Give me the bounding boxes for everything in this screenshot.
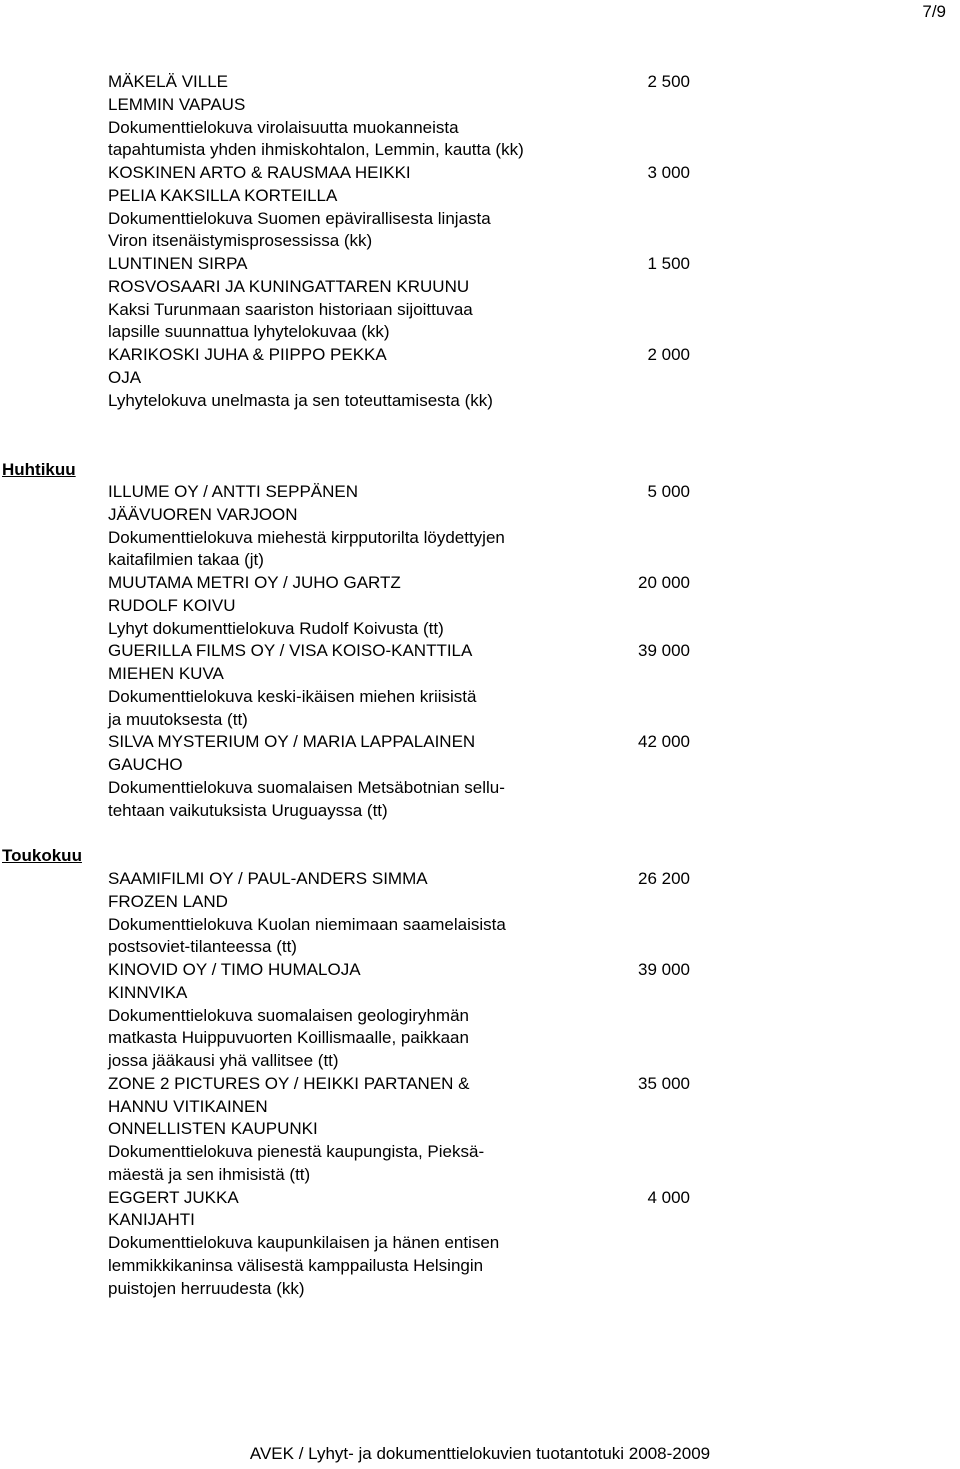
film-description-line: Dokumenttielokuva Kuolan niemimaan saamelaisista — [108, 914, 506, 934]
grant-entry — [108, 640, 708, 731]
grant-entry — [108, 731, 708, 822]
grant-amount: 42 000 — [638, 732, 690, 752]
applicant-name: MUUTAMA METRI OY / JUHO GARTZ — [108, 573, 401, 592]
applicant-name: KARIKOSKI JUHA & PIIPPO PEKKA — [108, 345, 387, 364]
film-description-line: Dokumenttielokuva kaupunkilaisen ja hänen entisen — [108, 1233, 500, 1252]
grant-amount: 35 000 — [638, 1073, 690, 1093]
grant-entry — [108, 344, 708, 412]
film-description-line: Dokumenttielokuva pienestä kaupungista, Pieksä- — [108, 1142, 485, 1161]
film-description-line: Lyhyt dokumenttielokuva Rudolf Koivusta (tt) — [108, 618, 444, 638]
film-title: ROSVOSAARI JA KUNINGATTAREN KRUUNU — [108, 276, 470, 296]
grant-amount: 5 000 — [647, 482, 690, 501]
film-title: MIEHEN KUVA — [108, 664, 224, 683]
entry-header-line — [108, 344, 708, 367]
grant-amount: 3 000 — [647, 163, 690, 182]
film-description-line: Viron itsenäistymisprosessissa (kk) — [108, 231, 373, 251]
applicant-name: LUNTINEN SIRPA — [108, 254, 248, 273]
film-title: JÄÄVUOREN VARJOON — [108, 504, 298, 524]
section-block-2 — [108, 481, 708, 822]
applicant-name: ILLUME OY / ANTTI SEPPÄNEN — [108, 482, 359, 501]
film-description-line: mäestä ja sen ihmisistä (tt) — [108, 1164, 311, 1184]
entry-header-line — [108, 731, 708, 754]
film-description-line: Kaksi Turunmaan saariston historiaan sijoittuvaa — [108, 299, 473, 319]
film-description-line: matkasta Huippuvuorten Koillismaalle, paikkaan — [108, 1028, 469, 1048]
grant-amount: 39 000 — [638, 641, 690, 661]
film-description-line: Lyhytelokuva unelmasta ja sen toteuttamisesta (kk) — [108, 390, 493, 410]
film-description-line: lapsille suunnattua lyhytelokuvaa (kk) — [108, 322, 390, 342]
month-heading-huhtikuu: Huhtikuu — [2, 460, 76, 479]
film-description-line: Dokumenttielokuva keski-ikäisen miehen kriisistä — [108, 686, 477, 706]
film-description-line: kaitafilmien takaa (jt) — [108, 550, 264, 570]
entry-header-line — [108, 253, 708, 276]
film-description-line: Dokumenttielokuva miehestä kirpputorilta löydettyjen — [108, 527, 505, 547]
film-description-line: Dokumenttielokuva suomalaisen Metsäbotnian sellu- — [108, 777, 505, 797]
grant-entry — [108, 162, 708, 253]
film-title: KINNVIKA — [108, 982, 188, 1002]
film-title: FROZEN LAND — [108, 891, 228, 911]
film-description-line: Dokumenttielokuva suomalaisen geologiryhmän — [108, 1005, 469, 1025]
film-description-line: Dokumenttielokuva Suomen epävirallisesta linjasta — [108, 208, 491, 228]
film-title: OJA — [108, 367, 142, 387]
applicant-name: GUERILLA FILMS OY / VISA KOISO-KANTTILA — [108, 641, 473, 661]
grant-entry — [108, 1073, 708, 1187]
entry-header-line — [108, 868, 708, 891]
grant-amount: 2 500 — [647, 72, 690, 91]
applicant-name: EGGERT JUKKA — [108, 1187, 239, 1207]
applicant-name: ZONE 2 PICTURES OY / HEIKKI PARTANEN & — [108, 1073, 470, 1093]
entry-header-line — [108, 1073, 708, 1096]
film-description-line: lemmikkikaninsa välisestä kamppailusta Helsingin — [108, 1255, 484, 1275]
film-description-line: postsoviet-tilanteessa (tt) — [108, 937, 297, 957]
film-title: LEMMIN VAPAUS — [108, 94, 246, 114]
entry-header-line — [108, 572, 708, 595]
film-description-line: tapahtumista yhden ihmiskohtalon, Lemmin, kautta (kk) — [108, 140, 524, 160]
applicant-name: SILVA MYSTERIUM OY / MARIA LAPPALAINEN — [108, 732, 476, 752]
film-description-line: ja muutoksesta (tt) — [108, 709, 248, 729]
section-block-1 — [108, 71, 708, 412]
film-title: ONNELLISTEN KAUPUNKI — [108, 1119, 318, 1139]
entry-header-line — [108, 162, 708, 185]
film-title: GAUCHO — [108, 755, 183, 774]
grant-entry — [108, 253, 708, 344]
grant-entry — [108, 71, 708, 162]
entry-header-line — [108, 959, 708, 982]
film-description-line: puistojen herruudesta (kk) — [108, 1278, 305, 1298]
applicant-name-continued: HANNU VITIKAINEN — [108, 1096, 268, 1116]
film-description-line: tehtaan vaikutuksista Uruguayssa (tt) — [108, 800, 388, 820]
film-title: RUDOLF KOIVU — [108, 595, 236, 615]
grant-entry — [108, 959, 708, 1073]
film-description-line: Dokumenttielokuva virolaisuutta muokanneista — [108, 117, 459, 137]
applicant-name: KINOVID OY / TIMO HUMALOJA — [108, 960, 361, 979]
grant-entry — [108, 572, 708, 640]
page-number: 7/9 — [922, 2, 946, 21]
film-title: KANIJAHTI — [108, 1210, 195, 1230]
grant-amount: 39 000 — [638, 960, 690, 979]
grant-entry — [108, 481, 708, 572]
grant-amount: 1 500 — [647, 254, 690, 273]
grant-amount: 4 000 — [647, 1187, 690, 1207]
grant-entry — [108, 1187, 708, 1301]
grant-amount: 20 000 — [638, 573, 690, 592]
film-title: PELIA KAKSILLA KORTEILLA — [108, 185, 338, 205]
film-description-line: jossa jääkausi yhä vallitsee (tt) — [108, 1051, 339, 1070]
section-block-3 — [108, 868, 708, 1300]
page-footer: AVEK / Lyhyt- ja dokumenttielokuvien tuotantotuki 2008-2009 — [249, 1444, 711, 1463]
entry-header-line — [108, 640, 708, 663]
grant-amount: 2 000 — [647, 345, 690, 364]
entry-header-line — [108, 481, 708, 504]
applicant-name: MÄKELÄ VILLE — [108, 72, 229, 91]
entry-header-line — [108, 1187, 708, 1210]
month-heading-toukokuu: Toukokuu — [2, 846, 82, 865]
applicant-name: KOSKINEN ARTO & RAUSMAA HEIKKI — [108, 163, 411, 182]
entry-header-line — [108, 71, 708, 94]
applicant-name: SAAMIFILMI OY / PAUL-ANDERS SIMMA — [108, 869, 428, 888]
grant-amount: 26 200 — [638, 869, 690, 888]
grant-entry — [108, 868, 708, 959]
